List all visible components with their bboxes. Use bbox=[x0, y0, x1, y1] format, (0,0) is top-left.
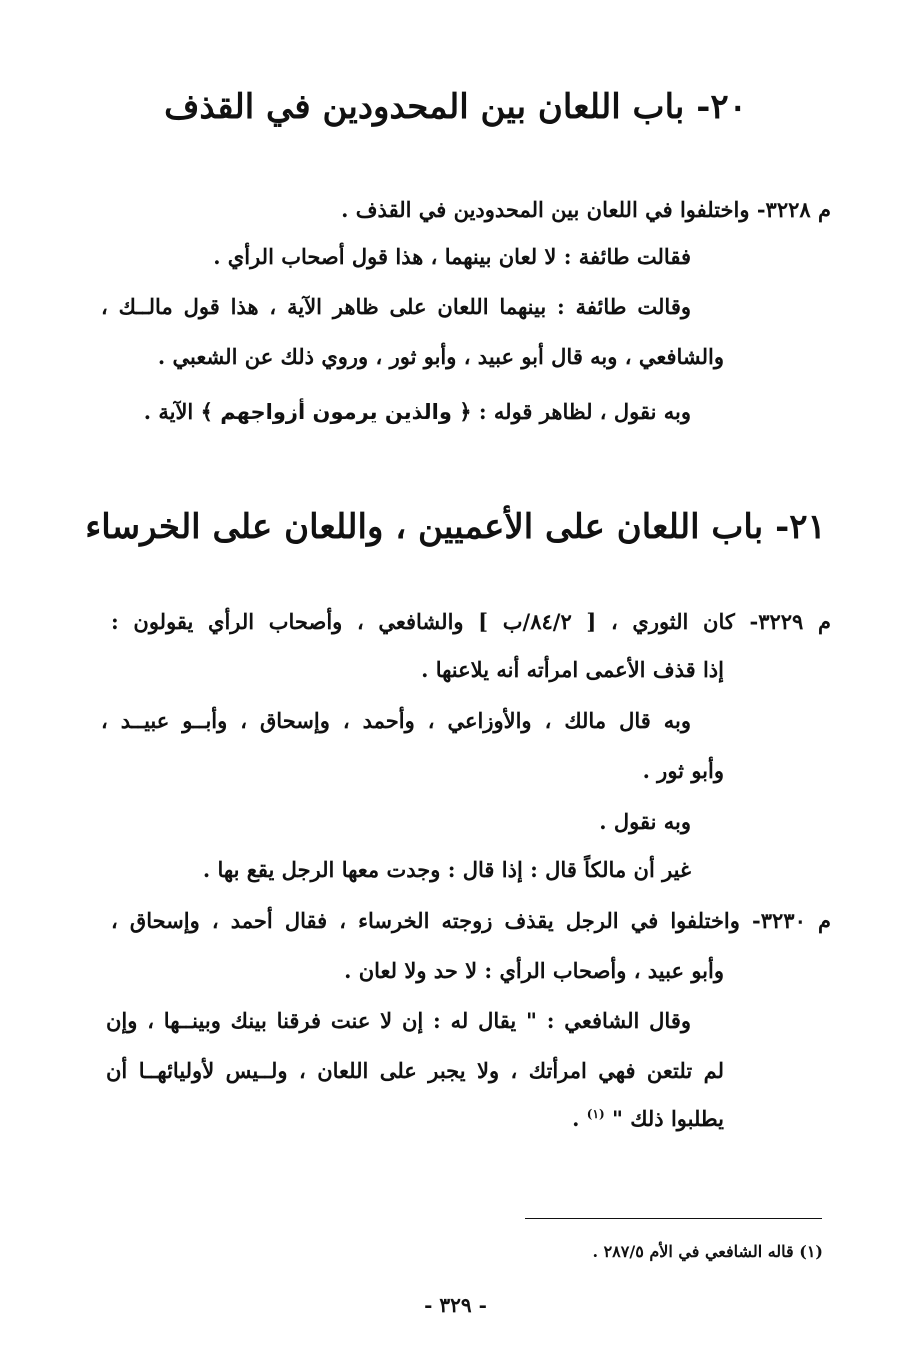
text-segment: الآية . bbox=[143, 399, 194, 424]
text-line: والشافعي ، وبه قال أبو عبيد ، وأبو ثور ، وروي ذلك عن الشعبي . bbox=[157, 344, 724, 369]
text-line: لم تلتعن فهي امرأتك ، ولا يجبر على اللعان ، ولــيس لأوليائهــا أن bbox=[106, 1058, 724, 1083]
text-line bbox=[111, 397, 691, 427]
text-line: م ٣٢٣٠- واختلفوا في الرجل يقذف زوجته الخرساء ، فقال أحمد ، وإسحاق ، bbox=[111, 908, 831, 933]
text-line: غير أن مالكاً قال : إذا قال : وجدت معها الرجل يقع بها . bbox=[202, 857, 691, 882]
text-line: وأبو ثور . bbox=[642, 758, 724, 783]
text-line: إذا قذف الأعمى امرأته أنه يلاعنها . bbox=[421, 657, 724, 682]
text-line: م ٣٢٢٩- كان الثوري ، [ ٨٤/٢/ب ] والشافعي ، وأصحاب الرأي يقولون : bbox=[111, 609, 831, 634]
text-line: فقالت طائفة : لا لعان بينهما ، هذا قول أصحاب الرأي . bbox=[213, 244, 691, 269]
chapter-heading-21: ٢١- باب اللعان على الأعميين ، واللعان على الخرساء bbox=[85, 507, 826, 547]
text-segment: . bbox=[572, 1106, 580, 1131]
text-line bbox=[224, 1104, 724, 1134]
page-number: - ٣٢٩ - bbox=[424, 1293, 487, 1317]
text-segment: يطلبوا ذلك " bbox=[611, 1106, 724, 1131]
text-line: م ٣٢٢٨- واختلفوا في اللعان بين المحدودين في القذف . bbox=[341, 197, 831, 222]
footnote-reference[interactable]: (١) bbox=[586, 1107, 605, 1121]
text-segment: وبه نقول ، لظاهر قوله : bbox=[478, 399, 691, 424]
text-line: وقالت طائفة : بينهما اللعان على ظاهر الآية ، هذا قول مالــك ، bbox=[101, 294, 691, 319]
quran-verse: ﴿ والذين يرمون أزواجهم ﴾ bbox=[200, 400, 472, 424]
footnote-separator bbox=[525, 1218, 822, 1219]
text-line: وأبو عبيد ، وأصحاب الرأي : لا حد ولا لعان . bbox=[344, 958, 724, 983]
footnote-text: (١) قاله الشافعي في الأم ٢٨٧/٥ . bbox=[592, 1242, 823, 1261]
text-line: وبه نقول . bbox=[599, 809, 691, 834]
text-line: وبه قال مالك ، والأوزاعي ، وأحمد ، وإسحاق ، وأبــو عبيــد ، bbox=[101, 708, 691, 733]
text-line: وقال الشافعي : " يقال له : إن لا عنت فرقنا بينك وبينــها ، وإن bbox=[106, 1008, 691, 1033]
chapter-heading-20: ٢٠- باب اللعان بين المحدودين في القذف bbox=[164, 87, 747, 127]
